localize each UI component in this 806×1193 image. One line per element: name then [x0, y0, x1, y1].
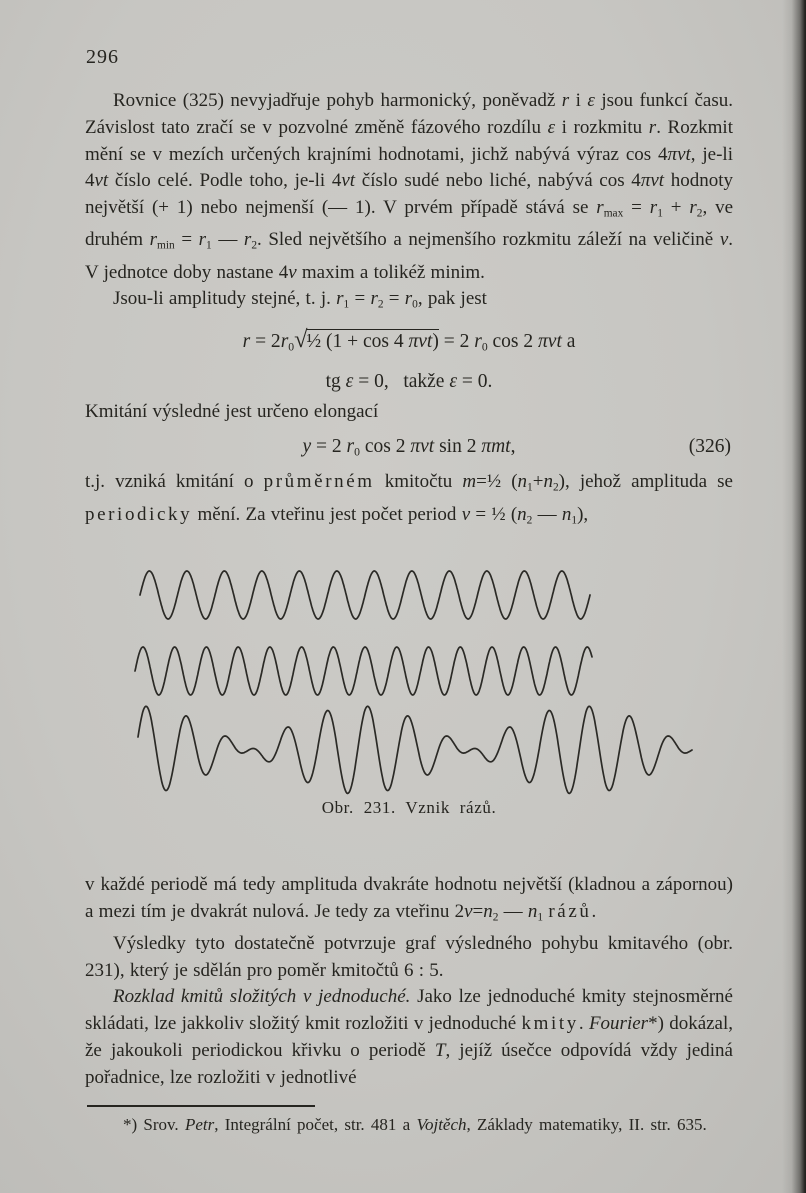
equation-326-body: y = 2 r0 cos 2 πνt sin 2 πmt, — [302, 435, 516, 459]
beats-waveform-diagram — [85, 538, 733, 796]
paragraph-rovnice-325: Rovnice (325) nevyjadřuje pohyb harmonický, poněvadž r i ε jsou funkcí času. Závislost tato zračí se v pozvolné změně fázového rozdílu ε i rozkmitu r. Rozkmit mění se v mezích určených krajními hodnotami, jichž nabývá výraz cos 4πνt, je-li 4νt číslo celé. Podle toho, je-li 4νt číslo sudé nebo liché, nabývá cos 4πνt hodnoty největší (+ 1) nebo nejmenší (— 1). V prvém případě stává se rmax = r1 + r2, ve druhém rmin = r1 — r2. Sled největšího a nejmenšího rozkmitu záleží na veličině ν. V jednotce doby nastane 4ν maxim a tolikéž minim. — [85, 90, 734, 283]
equation-326 — [85, 433, 733, 467]
footnote-text: *) Srov. Petr, Integrální počet, str. 481 a Vojtěch, Základy matematiky, II. str. 635. — [123, 1114, 707, 1134]
wave-middle-sine — [135, 647, 592, 695]
wave-upper-sine — [140, 571, 590, 619]
paragraph-tj-vznika: t.j. vzniká kmitání o průměrném kmitočtu m=½ (n1+n2), jehož amplituda se periodicky mění. Za vteřinu jest počet period ν = ½ (n2 — n1), — [85, 471, 733, 526]
equation-number: (326) — [688, 435, 731, 457]
paragraph-v-kazde-periode: v každé periodě má tedy amplituda dvakráte hodnotu největší (kladnou a zápornou) a mezi tím je dvakrát nulová. Je tedy za vteřinu 2ν=n2 — n1 rázů. — [85, 873, 733, 923]
paragraph-rozklad-kmitu: Rozklad kmitů složitých v jednoduché. Jako lze jednoduché kmity stejnosměrné skládati, lze jakkoliv složitý kmit rozložiti v jednoduché kmity. Fourier*) dokázal, že jakoukoli periodickou křivku o periodě T, jejíž úsečce odpovídá vždy jediná pořadnice, lze rozložiti v jednotlivé — [85, 986, 734, 1088]
text-column — [85, 88, 733, 1136]
scan-edge-shadow — [782, 0, 806, 1193]
wave-beat-sum — [138, 706, 692, 793]
page-number: 296 — [86, 46, 119, 68]
equation-tg-epsilon: tg ε = 0, takže ε = 0. — [325, 371, 493, 393]
figure-obr-231 — [85, 538, 733, 870]
equation-r-sqrt: r = 2r0√½ (1 + cos 4 πνt) = 2 r0 cos 2 πνt a — [242, 325, 576, 354]
paragraph-kmitani-vysledne: Kmitání výsledné jest určeno elongací — [85, 401, 379, 423]
paragraph-jsou-li-amplitudy: Jsou-li amplitudy stejné, t. j. r1 = r2 = r0, pak jest — [113, 288, 487, 311]
paragraph-vysledky: Výsledky tyto dostatečně potvrzuje graf výsledného pohybu kmitavého (obr. 231), který je sdělán pro poměr kmitočtů 6 : 5. — [85, 932, 733, 981]
footnote-rule — [87, 1105, 315, 1107]
figure-caption: Obr. 231. Vznik rázů. — [321, 797, 497, 817]
